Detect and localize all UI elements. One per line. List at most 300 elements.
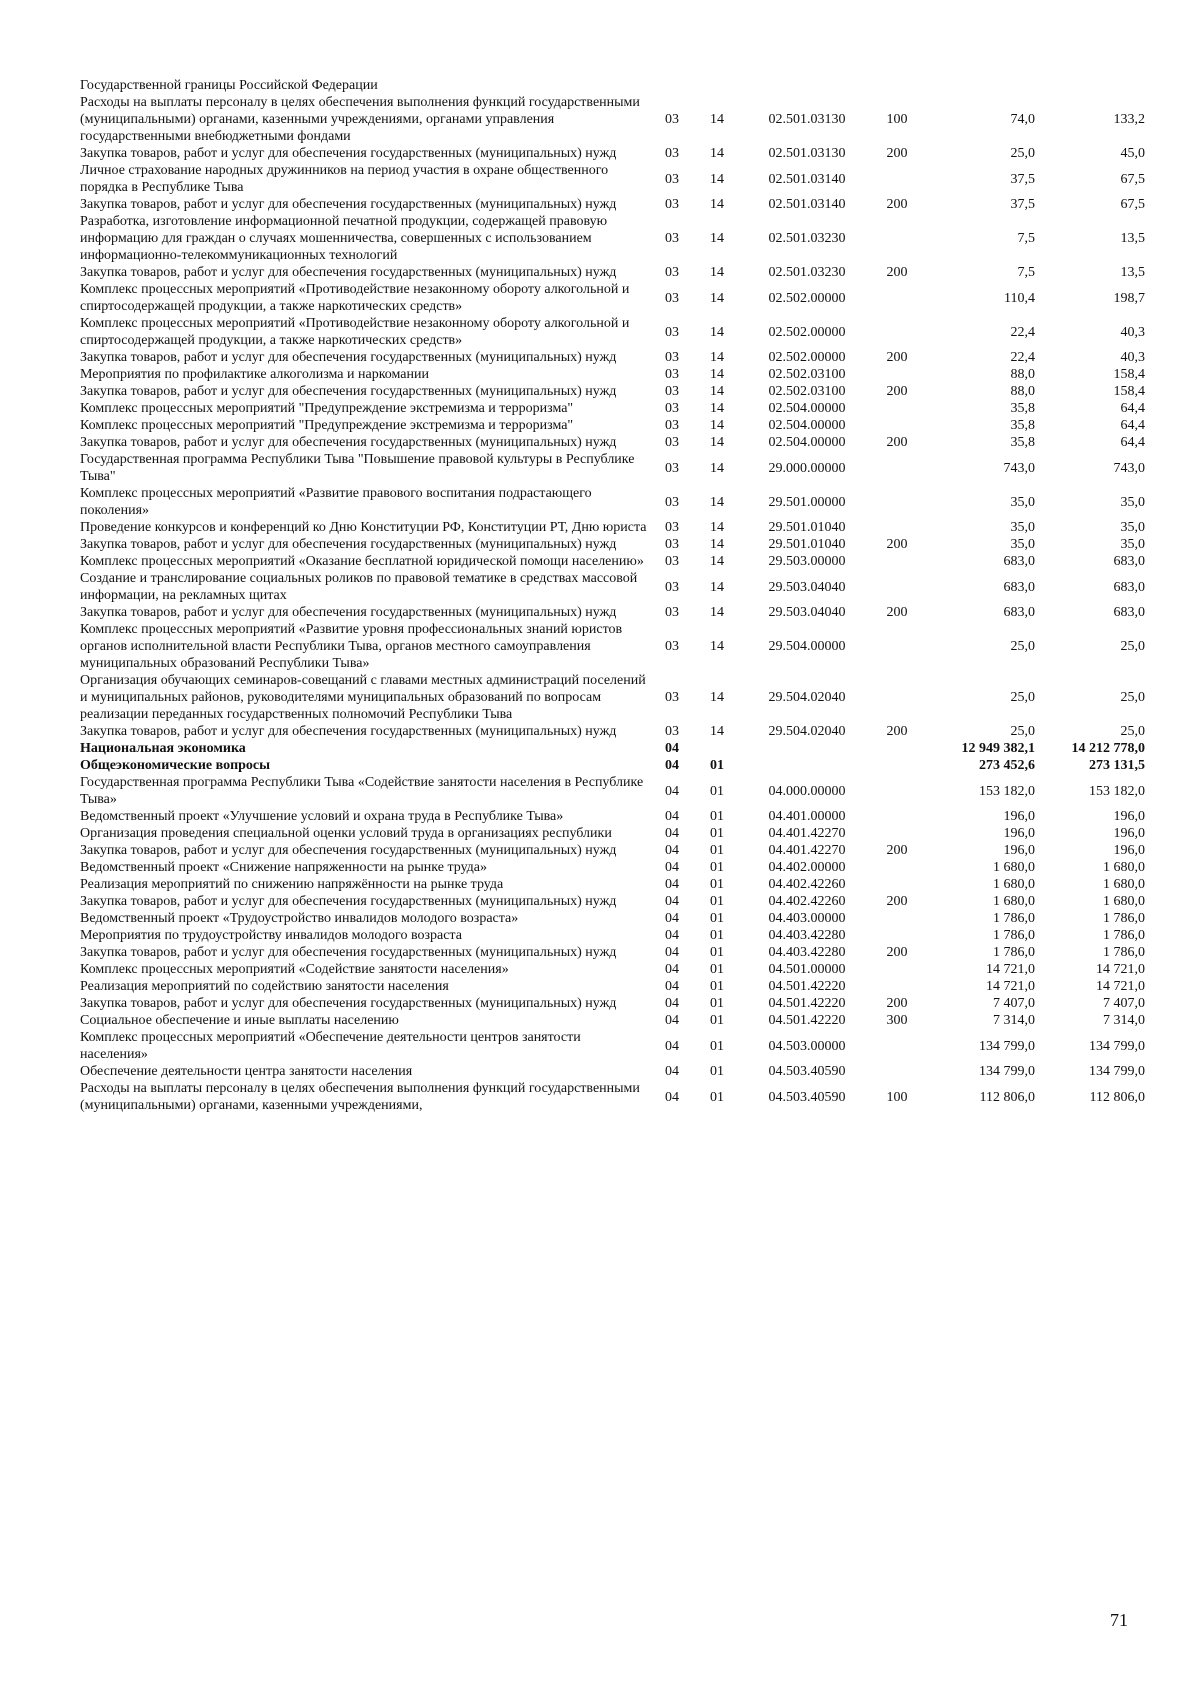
row-amount-year2: 14 212 778,0 xyxy=(1071,741,1145,756)
table-row xyxy=(80,672,1145,723)
row-amount-year1: 25,0 xyxy=(1010,639,1035,654)
row-name: Проведение конкурсов и конференций ко Дню Конституции РФ, Конституции РТ, Дню юриста xyxy=(80,520,647,535)
row-name: Комплекс процессных мероприятий «Содействие занятости населения» xyxy=(80,962,509,977)
table-row xyxy=(80,349,1145,366)
row-subsection xyxy=(697,740,737,757)
row-section: 04 xyxy=(665,877,679,892)
row-amount-year1: 112 806,0 xyxy=(979,1089,1035,1105)
table-row xyxy=(80,774,1145,808)
row-amount-year2: 683,0 xyxy=(1113,554,1145,569)
row-name: Мероприятия по трудоустройству инвалидов молодого возраста xyxy=(80,928,462,943)
row-target-article: 29.501.00000 xyxy=(768,494,846,510)
table-row xyxy=(80,417,1145,434)
row-subsection: 01 xyxy=(710,843,724,858)
row-name: Социальное обеспечение и иные выплаты населению xyxy=(80,1013,399,1028)
row-expense-type xyxy=(877,1063,917,1080)
row-name: Закупка товаров, работ и услуг для обеспечения государственных (муниципальных) нужд xyxy=(80,945,617,960)
row-section xyxy=(647,77,697,94)
row-target-article: 04.000.00000 xyxy=(768,783,846,799)
row-subsection: 01 xyxy=(710,996,724,1011)
row-subsection: 01 xyxy=(710,877,724,892)
row-amount-year1: 35,0 xyxy=(1010,520,1035,535)
row-amount-year2: 1 680,0 xyxy=(1103,877,1145,892)
row-subsection: 01 xyxy=(710,860,724,875)
row-subsection: 14 xyxy=(710,290,724,306)
row-name: Закупка товаров, работ и услуг для обеспечения государственных (муниципальных) нужд xyxy=(80,894,617,909)
row-amount-year1: 1 786,0 xyxy=(993,911,1035,926)
row-subsection: 14 xyxy=(710,324,724,340)
row-section: 04 xyxy=(665,826,679,841)
row-amount-year2: 7 314,0 xyxy=(1103,1013,1145,1028)
row-expense-type: 200 xyxy=(886,843,908,858)
table-row xyxy=(80,383,1145,400)
row-subsection: 01 xyxy=(710,894,724,909)
row-amount-year1: 134 799,0 xyxy=(979,1038,1035,1054)
row-target-article: 04.501.42220 xyxy=(768,996,846,1011)
row-name: Закупка товаров, работ и услуг для обеспечения государственных (муниципальных) нужд xyxy=(80,996,617,1011)
row-amount-year1: 1 680,0 xyxy=(993,894,1035,909)
row-section: 04 xyxy=(665,945,679,960)
row-section: 03 xyxy=(665,494,679,510)
row-amount-year1: 35,8 xyxy=(1010,418,1035,433)
table-row xyxy=(80,757,1145,774)
row-amount-year2 xyxy=(1035,77,1145,94)
row-subsection: 14 xyxy=(710,171,724,187)
row-amount-year1: 196,0 xyxy=(1003,826,1035,841)
row-expense-type xyxy=(877,1029,917,1063)
table-row xyxy=(80,315,1145,349)
row-target-article: 29.503.04040 xyxy=(768,605,846,620)
row-target-article: 04.503.40590 xyxy=(768,1089,846,1105)
row-expense-type xyxy=(877,876,917,893)
row-expense-type xyxy=(877,400,917,417)
row-section: 03 xyxy=(665,690,679,705)
row-name: Закупка товаров, работ и услуг для обеспечения государственных (муниципальных) нужд xyxy=(80,146,617,161)
row-amount-year2: 13,5 xyxy=(1120,265,1145,280)
table-row xyxy=(80,808,1145,825)
row-name: Комплекс процессных мероприятий "Предупреждение экстремизма и терроризма" xyxy=(80,418,574,433)
table-row xyxy=(80,570,1145,604)
row-section: 03 xyxy=(665,290,679,306)
table-row xyxy=(80,77,1145,94)
row-name: Комплекс процессных мероприятий «Обеспечение деятельности центров занятости населения» xyxy=(80,1030,581,1062)
row-amount-year2: 1 786,0 xyxy=(1103,928,1145,943)
row-section: 04 xyxy=(665,1064,679,1079)
row-name: Комплекс процессных мероприятий «Противодействие незаконному обороту алкогольной и спиртосодержащей продукции, а также наркотических средств» xyxy=(80,282,630,314)
row-amount-year1: 35,8 xyxy=(1010,435,1035,450)
row-target-article: 04.401.00000 xyxy=(768,809,846,824)
table-row xyxy=(80,213,1145,264)
row-target-article: 02.501.03140 xyxy=(768,197,846,212)
row-section: 04 xyxy=(665,860,679,875)
row-section: 04 xyxy=(665,979,679,994)
row-name: Личное страхование народных дружинников на период участия в охране общественного порядка в Республике Тыва xyxy=(80,163,609,195)
row-subsection: 14 xyxy=(710,367,724,382)
row-subsection: 01 xyxy=(710,928,724,943)
row-section: 04 xyxy=(665,783,679,799)
row-name: Государственная программа Республики Тыва "Повышение правовой культуры в Республике Тыва" xyxy=(80,452,635,484)
row-amount-year1: 110,4 xyxy=(1004,290,1035,306)
table-row xyxy=(80,519,1145,536)
row-subsection: 01 xyxy=(710,758,724,773)
row-amount-year2: 35,0 xyxy=(1120,537,1145,552)
row-amount-year2: 196,0 xyxy=(1113,826,1145,841)
row-amount-year1: 1 680,0 xyxy=(993,860,1035,875)
budget-table-body xyxy=(80,77,1145,1114)
table-row xyxy=(80,145,1145,162)
row-expense-type: 200 xyxy=(886,197,908,212)
row-amount-year1: 14 721,0 xyxy=(986,979,1035,994)
row-amount-year2: 134 799,0 xyxy=(1089,1038,1145,1054)
row-target-article: 29.504.02040 xyxy=(768,690,846,705)
row-expense-type xyxy=(877,774,917,808)
row-expense-type: 200 xyxy=(886,894,908,909)
row-section: 03 xyxy=(665,401,679,416)
row-amount-year1: 683,0 xyxy=(1003,579,1035,595)
row-amount-year1: 35,8 xyxy=(1010,401,1035,416)
row-amount-year2: 1 680,0 xyxy=(1103,894,1145,909)
row-name: Комплекс процессных мероприятий «Оказание бесплатной юридической помощи населению» xyxy=(80,554,644,569)
row-target-article: 02.501.03230 xyxy=(768,265,846,280)
row-section: 04 xyxy=(665,1013,679,1028)
row-target-article: 04.401.42270 xyxy=(768,843,846,858)
row-name: Закупка товаров, работ и услуг для обеспечения государственных (муниципальных) нужд xyxy=(80,197,617,212)
row-amount-year1: 25,0 xyxy=(1010,146,1035,161)
row-section: 03 xyxy=(665,639,679,654)
row-amount-year1: 12 949 382,1 xyxy=(961,741,1035,756)
row-target-article: 02.502.00000 xyxy=(768,290,846,306)
table-row xyxy=(80,264,1145,281)
row-amount-year1: 14 721,0 xyxy=(986,962,1035,977)
row-section: 03 xyxy=(665,554,679,569)
row-section: 03 xyxy=(665,579,679,595)
row-expense-type: 200 xyxy=(886,435,908,450)
row-amount-year2: 134 799,0 xyxy=(1089,1064,1145,1079)
row-target-article: 29.504.00000 xyxy=(768,639,846,654)
table-row xyxy=(80,1080,1145,1114)
row-subsection: 01 xyxy=(710,1089,724,1105)
row-amount-year2: 1 786,0 xyxy=(1103,945,1145,960)
row-section: 04 xyxy=(665,1089,679,1105)
row-expense-type xyxy=(877,570,917,604)
row-expense-type xyxy=(877,315,917,349)
row-subsection: 14 xyxy=(710,418,724,433)
row-subsection: 14 xyxy=(710,231,724,246)
row-amount-year2: 14 721,0 xyxy=(1096,962,1145,977)
row-section: 03 xyxy=(665,418,679,433)
table-row xyxy=(80,281,1145,315)
row-expense-type: 200 xyxy=(886,605,908,620)
row-amount-year2: 35,0 xyxy=(1120,520,1145,535)
table-row xyxy=(80,1012,1145,1029)
row-expense-type xyxy=(877,77,917,94)
row-target-article xyxy=(737,757,877,774)
table-row xyxy=(80,944,1145,961)
table-row xyxy=(80,723,1145,740)
row-subsection: 01 xyxy=(710,809,724,824)
row-amount-year2: 35,0 xyxy=(1120,494,1145,510)
row-expense-type xyxy=(877,740,917,757)
table-row xyxy=(80,434,1145,451)
row-name: Расходы на выплаты персоналу в целях обеспечения выполнения функций государственными (муниципальными) органами, казенными учреждениями, органами управления государственными внебюджетными фондами xyxy=(80,95,640,144)
row-target-article: 02.504.00000 xyxy=(768,435,846,450)
row-expense-type xyxy=(877,281,917,315)
row-subsection: 14 xyxy=(710,435,724,450)
row-target-article: 04.402.42260 xyxy=(768,877,846,892)
row-amount-year1: 37,5 xyxy=(1010,197,1035,212)
row-amount-year1: 743,0 xyxy=(1003,460,1035,476)
row-name: Национальная экономика xyxy=(80,741,246,756)
row-target-article: 04.402.00000 xyxy=(768,860,846,875)
row-target-article: 02.501.03230 xyxy=(768,231,846,246)
row-amount-year1: 35,0 xyxy=(1010,537,1035,552)
row-amount-year2: 13,5 xyxy=(1120,231,1145,246)
row-expense-type xyxy=(877,417,917,434)
row-amount-year1: 88,0 xyxy=(1010,367,1035,382)
row-name: Ведомственный проект «Снижение напряженности на рынке труда» xyxy=(80,860,488,875)
row-expense-type: 200 xyxy=(886,537,908,552)
row-expense-type xyxy=(877,910,917,927)
row-amount-year2: 64,4 xyxy=(1120,401,1145,416)
row-amount-year1: 7 314,0 xyxy=(993,1013,1035,1028)
row-section: 04 xyxy=(665,758,679,773)
row-amount-year2: 7 407,0 xyxy=(1103,996,1145,1011)
row-expense-type xyxy=(877,672,917,723)
table-row xyxy=(80,910,1145,927)
row-expense-type xyxy=(877,162,917,196)
row-name: Закупка товаров, работ и услуг для обеспечения государственных (муниципальных) нужд xyxy=(80,724,617,739)
row-target-article: 29.501.01040 xyxy=(768,520,846,535)
row-amount-year1: 1 680,0 xyxy=(993,877,1035,892)
row-expense-type xyxy=(877,927,917,944)
row-target-article: 04.501.42220 xyxy=(768,1013,846,1028)
row-target-article: 04.403.42280 xyxy=(768,928,846,943)
row-expense-type: 200 xyxy=(886,996,908,1011)
row-subsection: 14 xyxy=(710,724,724,739)
row-section: 03 xyxy=(665,460,679,476)
row-name: Комплекс процессных мероприятий «Противодействие незаконному обороту алкогольной и спиртосодержащей продукции, а также наркотических средств» xyxy=(80,316,630,348)
row-target-article: 02.502.00000 xyxy=(768,350,846,365)
table-row xyxy=(80,604,1145,621)
row-subsection: 14 xyxy=(710,605,724,620)
table-row xyxy=(80,859,1145,876)
row-amount-year1: 74,0 xyxy=(1010,112,1035,127)
row-expense-type xyxy=(877,519,917,536)
row-subsection: 01 xyxy=(710,911,724,926)
row-name: Организация обучающих семинаров-совещаний с главами местных администраций поселений и муниципальных районов, руководителями муниципальных образований по вопросам реализации переданных государственных полномочий Республики Тыва xyxy=(80,673,646,722)
row-expense-type: 200 xyxy=(886,724,908,739)
row-section: 03 xyxy=(665,112,679,127)
row-expense-type: 200 xyxy=(886,146,908,161)
row-amount-year1: 25,0 xyxy=(1010,724,1035,739)
row-amount-year2: 67,5 xyxy=(1120,171,1145,187)
row-subsection xyxy=(697,77,737,94)
table-row xyxy=(80,536,1145,553)
row-target-article: 02.502.00000 xyxy=(768,324,846,340)
table-row xyxy=(80,196,1145,213)
row-amount-year2: 158,4 xyxy=(1113,384,1145,399)
row-expense-type: 200 xyxy=(886,945,908,960)
row-target-article: 04.501.42220 xyxy=(768,979,846,994)
row-amount-year1: 196,0 xyxy=(1003,809,1035,824)
row-expense-type xyxy=(877,366,917,383)
row-expense-type xyxy=(877,213,917,264)
row-name: Закупка товаров, работ и услуг для обеспечения государственных (муниципальных) нужд xyxy=(80,537,617,552)
row-section: 04 xyxy=(665,962,679,977)
row-subsection: 01 xyxy=(710,979,724,994)
row-amount-year1: 37,5 xyxy=(1010,171,1035,187)
row-section: 03 xyxy=(665,435,679,450)
row-subsection: 14 xyxy=(710,554,724,569)
row-subsection: 14 xyxy=(710,460,724,476)
row-target-article: 02.502.03100 xyxy=(768,384,846,399)
row-section: 03 xyxy=(665,605,679,620)
row-section: 04 xyxy=(665,741,679,756)
row-name: Реализация мероприятий по содействию занятости населения xyxy=(80,979,449,994)
row-target-article: 02.502.03100 xyxy=(768,367,846,382)
table-row xyxy=(80,825,1145,842)
row-expense-type: 300 xyxy=(886,1013,908,1028)
row-name: Комплекс процессных мероприятий «Развитие уровня профессиональных знаний юристов органов исполнительной власти Республики Тыва, органов местного самоуправления муниципальных образований Республики Тыва» xyxy=(80,622,623,671)
row-subsection: 14 xyxy=(710,384,724,399)
row-amount-year2: 196,0 xyxy=(1113,843,1145,858)
row-section: 04 xyxy=(665,928,679,943)
row-section: 03 xyxy=(665,537,679,552)
row-target-article xyxy=(737,77,877,94)
row-amount-year2: 64,4 xyxy=(1120,418,1145,433)
row-subsection: 14 xyxy=(710,401,724,416)
row-section: 04 xyxy=(665,1038,679,1054)
row-amount-year1: 7,5 xyxy=(1017,265,1035,280)
row-name: Реализация мероприятий по снижению напряжённости на рынке труда xyxy=(80,877,504,892)
row-amount-year2: 196,0 xyxy=(1113,809,1145,824)
row-name: Комплекс процессных мероприятий "Предупреждение экстремизма и терроризма" xyxy=(80,401,574,416)
row-name: Создание и транслирование социальных роликов по правовой тематике в средствах массовой информации, на рекламных щитах xyxy=(80,571,638,603)
row-section: 03 xyxy=(665,146,679,161)
row-subsection: 14 xyxy=(710,690,724,705)
row-name: Ведомственный проект «Улучшение условий и охрана труда в Республике Тыва» xyxy=(80,809,564,824)
row-expense-type: 100 xyxy=(886,112,908,127)
row-section: 04 xyxy=(665,809,679,824)
table-row xyxy=(80,876,1145,893)
row-section: 03 xyxy=(665,231,679,246)
row-expense-type xyxy=(877,451,917,485)
row-section: 03 xyxy=(665,265,679,280)
row-amount-year2: 14 721,0 xyxy=(1096,979,1145,994)
row-amount-year2: 67,5 xyxy=(1120,197,1145,212)
row-target-article: 02.501.03130 xyxy=(768,146,846,161)
row-name: Закупка товаров, работ и услуг для обеспечения государственных (муниципальных) нужд xyxy=(80,350,617,365)
row-subsection: 14 xyxy=(710,537,724,552)
row-target-article: 29.504.02040 xyxy=(768,724,846,739)
table-row xyxy=(80,553,1145,570)
row-subsection: 14 xyxy=(710,350,724,365)
row-target-article: 29.000.00000 xyxy=(768,460,846,476)
table-row xyxy=(80,927,1145,944)
table-row xyxy=(80,1029,1145,1063)
row-target-article: 04.503.00000 xyxy=(768,1038,846,1054)
row-section: 04 xyxy=(665,996,679,1011)
row-target-article: 04.403.42280 xyxy=(768,945,846,960)
table-row xyxy=(80,94,1145,145)
row-amount-year1: 273 452,6 xyxy=(979,758,1035,773)
row-amount-year1: 7,5 xyxy=(1017,231,1035,246)
row-amount-year2: 743,0 xyxy=(1113,460,1145,476)
row-amount-year2: 25,0 xyxy=(1120,690,1145,705)
row-target-article: 04.401.42270 xyxy=(768,826,846,841)
row-amount-year2: 153 182,0 xyxy=(1089,783,1145,799)
row-amount-year1: 683,0 xyxy=(1003,605,1035,620)
row-section: 03 xyxy=(665,171,679,187)
table-row xyxy=(80,451,1145,485)
table-row xyxy=(80,893,1145,910)
row-amount-year2: 273 131,5 xyxy=(1089,758,1145,773)
row-subsection: 14 xyxy=(710,579,724,595)
row-amount-year1: 22,4 xyxy=(1010,350,1035,365)
row-expense-type: 200 xyxy=(886,384,908,399)
row-name: Расходы на выплаты персоналу в целях обеспечения выполнения функций государственными (муниципальными) органами, казенными учреждениями, xyxy=(80,1081,640,1113)
row-amount-year1: 25,0 xyxy=(1010,690,1035,705)
row-amount-year1: 1 786,0 xyxy=(993,928,1035,943)
row-name: Обеспечение деятельности центра занятости населения xyxy=(80,1064,413,1079)
row-amount-year1: 134 799,0 xyxy=(979,1064,1035,1079)
row-target-article: 29.501.01040 xyxy=(768,537,846,552)
row-amount-year1: 683,0 xyxy=(1003,554,1035,569)
row-section: 03 xyxy=(665,384,679,399)
row-expense-type xyxy=(877,859,917,876)
row-target-article: 02.501.03130 xyxy=(768,112,846,127)
row-target-article xyxy=(737,740,877,757)
table-row xyxy=(80,485,1145,519)
row-amount-year2: 158,4 xyxy=(1113,367,1145,382)
row-section: 03 xyxy=(665,324,679,340)
row-name: Закупка товаров, работ и услуг для обеспечения государственных (муниципальных) нужд xyxy=(80,435,617,450)
row-expense-type xyxy=(877,553,917,570)
row-section: 03 xyxy=(665,520,679,535)
row-name: Закупка товаров, работ и услуг для обеспечения государственных (муниципальных) нужд xyxy=(80,605,617,620)
row-amount-year1: 196,0 xyxy=(1003,843,1035,858)
row-section: 04 xyxy=(665,894,679,909)
row-target-article: 02.504.00000 xyxy=(768,418,846,433)
row-name: Ведомственный проект «Трудоустройство инвалидов молодого возраста» xyxy=(80,911,519,926)
page-number: 71 xyxy=(1110,1610,1128,1630)
row-section: 03 xyxy=(665,350,679,365)
row-subsection: 01 xyxy=(710,962,724,977)
row-name: Закупка товаров, работ и услуг для обеспечения государственных (муниципальных) нужд xyxy=(80,384,617,399)
row-subsection: 14 xyxy=(710,112,724,127)
row-target-article: 02.501.03140 xyxy=(768,171,846,187)
row-subsection: 01 xyxy=(710,945,724,960)
row-expense-type xyxy=(877,757,917,774)
row-amount-year2: 683,0 xyxy=(1113,605,1145,620)
row-expense-type xyxy=(877,808,917,825)
table-row xyxy=(80,400,1145,417)
row-expense-type xyxy=(877,485,917,519)
row-amount-year2: 1 786,0 xyxy=(1103,911,1145,926)
row-name: Комплекс процессных мероприятий «Развитие правового воспитания подрастающего поколения» xyxy=(80,486,592,518)
row-name: Закупка товаров, работ и услуг для обеспечения государственных (муниципальных) нужд xyxy=(80,843,617,858)
row-target-article: 04.402.42260 xyxy=(768,894,846,909)
row-section: 04 xyxy=(665,843,679,858)
row-name: Государственная программа Республики Тыва «Содействие занятости населения в Республике Тыва» xyxy=(80,775,644,807)
table-row xyxy=(80,1063,1145,1080)
row-amount-year2: 40,3 xyxy=(1120,350,1145,365)
row-name: Государственной границы Российской Федерации xyxy=(80,78,378,93)
row-amount-year2: 25,0 xyxy=(1120,724,1145,739)
row-name: Разработка, изготовление информационной печатной продукции, содержащей правовую информацию для граждан о случаях мошенничества, совершенных с использованием информационно-телекоммуникационных технологий xyxy=(80,214,608,263)
row-section: 04 xyxy=(665,911,679,926)
table-row xyxy=(80,366,1145,383)
